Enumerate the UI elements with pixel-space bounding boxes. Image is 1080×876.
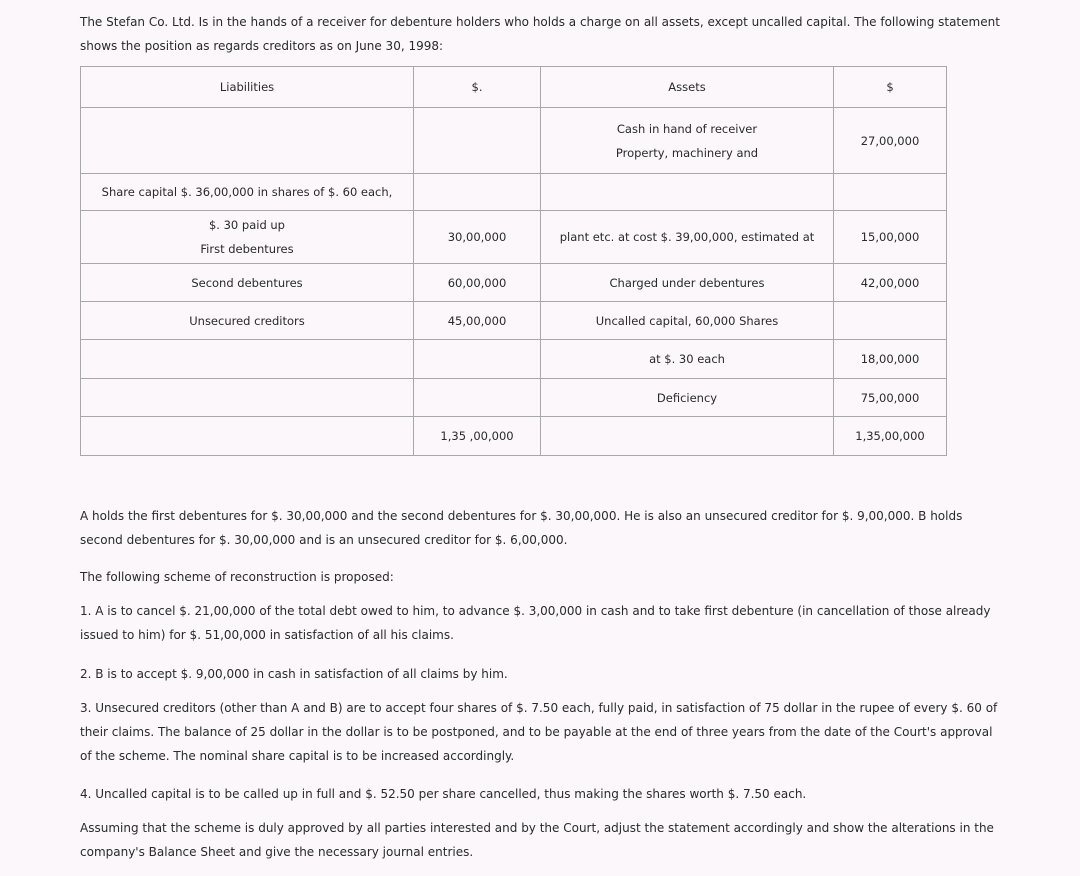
table-row (81, 379, 947, 417)
asset-amount-cell: 18,00,000 (834, 340, 947, 379)
scheme-item-3: 3. Unsecured creditors (other than A and B) are to accept four shares of $. 7.50 each, fully paid, in satisfaction of 75 dollar in the rupee of every $. 60 of their claims. The balance of 25 dollar in the dollar is to be postponed, and to be payable at the end of three years from the date of the Court's approval of the scheme. The nominal share capital is to be increased accordingly. (80, 701, 998, 763)
header-liabilities: Liabilities (81, 67, 414, 108)
asset-line: Property, machinery and (615, 145, 759, 160)
question-text: Assuming that the scheme is duly approved by all parties interested and by the Court, adjust the statement accordingly and show the alterations in the company's Balance Sheet and give the necessary journal entries. (80, 821, 994, 859)
table-row (81, 264, 947, 302)
liability-amount-cell (414, 340, 541, 379)
asset-cell: plant etc. at cost $. 39,00,000, estimated at (541, 211, 834, 264)
table-row (81, 302, 947, 340)
asset-cell: Charged under debentures (541, 264, 834, 302)
table-row (81, 108, 947, 174)
liability-cell (81, 211, 414, 264)
liability-cell: Share capital $. 36,00,000 in shares of $. 60 each, (81, 174, 414, 211)
liability-total-cell: 1,35 ,00,000 (414, 417, 541, 456)
liability-line: First debentures (200, 242, 294, 256)
liability-cell (81, 379, 414, 417)
liability-cell (81, 340, 414, 379)
table-row (81, 340, 947, 379)
asset-cell: Uncalled capital, 60,000 Shares (541, 302, 834, 340)
liability-cell: Unsecured creditors (81, 302, 414, 340)
header-asset-amount: $ (834, 67, 947, 108)
creditors-statement-table (80, 66, 947, 456)
asset-cell (541, 417, 834, 456)
asset-total-cell: 1,35,00,000 (834, 417, 947, 456)
table-total-row (81, 417, 947, 456)
asset-cell: at $. 30 each (541, 340, 834, 379)
liability-amount-cell (414, 108, 541, 174)
liability-amount-cell: 45,00,000 (414, 302, 541, 340)
asset-amount-cell (834, 302, 947, 340)
scheme-item-4: 4. Uncalled capital is to be called up in full and $. 52.50 per share cancelled, thus making the shares worth $. 7.50 each. (80, 787, 807, 801)
asset-cell (541, 108, 834, 174)
asset-amount-cell (834, 174, 947, 211)
asset-amount-cell: 15,00,000 (834, 211, 947, 264)
table-row (81, 174, 947, 211)
asset-amount-cell: 42,00,000 (834, 264, 947, 302)
header-assets: Assets (541, 67, 834, 108)
liability-amount-cell (414, 174, 541, 211)
table-header-row (81, 67, 947, 108)
liability-cell: Second debentures (81, 264, 414, 302)
liability-cell (81, 108, 414, 174)
holdings-text: A holds the first debentures for $. 30,00,000 and the second debentures for $. 30,00,000. He is also an unsecured creditor for $. 9,00,000. B holds second debentures for $. 30,00,000 and is an unsecured creditor for $. 6,00,000. (80, 509, 963, 547)
asset-amount-cell: 27,00,000 (834, 108, 947, 174)
liability-amount-cell: 30,00,000 (414, 211, 541, 264)
scheme-intro-text: The following scheme of reconstruction is proposed: (80, 570, 394, 584)
asset-line: Cash in hand of receiver (616, 121, 758, 136)
asset-cell (541, 174, 834, 211)
intro-text: The Stefan Co. Ltd. Is in the hands of a receiver for debenture holders who holds a charge on all assets, except uncalled capital. The following statement shows the position as regards creditors as on June 30, 1998: (80, 15, 1000, 53)
liability-amount-cell: 60,00,000 (414, 264, 541, 302)
scheme-item-1: 1. A is to cancel $. 21,00,000 of the total debt owed to him, to advance $. 3,00,000 in cash and to take first debenture (in cancellation of those already issued to him) for $. 51,00,000 in satisfaction of all his claims. (80, 604, 991, 642)
liability-line: $. 30 paid up (208, 218, 285, 232)
table-row (81, 211, 947, 264)
liability-cell (81, 417, 414, 456)
scheme-item-2: 2. B is to accept $. 9,00,000 in cash in satisfaction of all claims by him. (80, 667, 508, 681)
asset-amount-cell: 75,00,000 (834, 379, 947, 417)
liability-amount-cell (414, 379, 541, 417)
header-liab-amount: $. (414, 67, 541, 108)
asset-cell: Deficiency (541, 379, 834, 417)
